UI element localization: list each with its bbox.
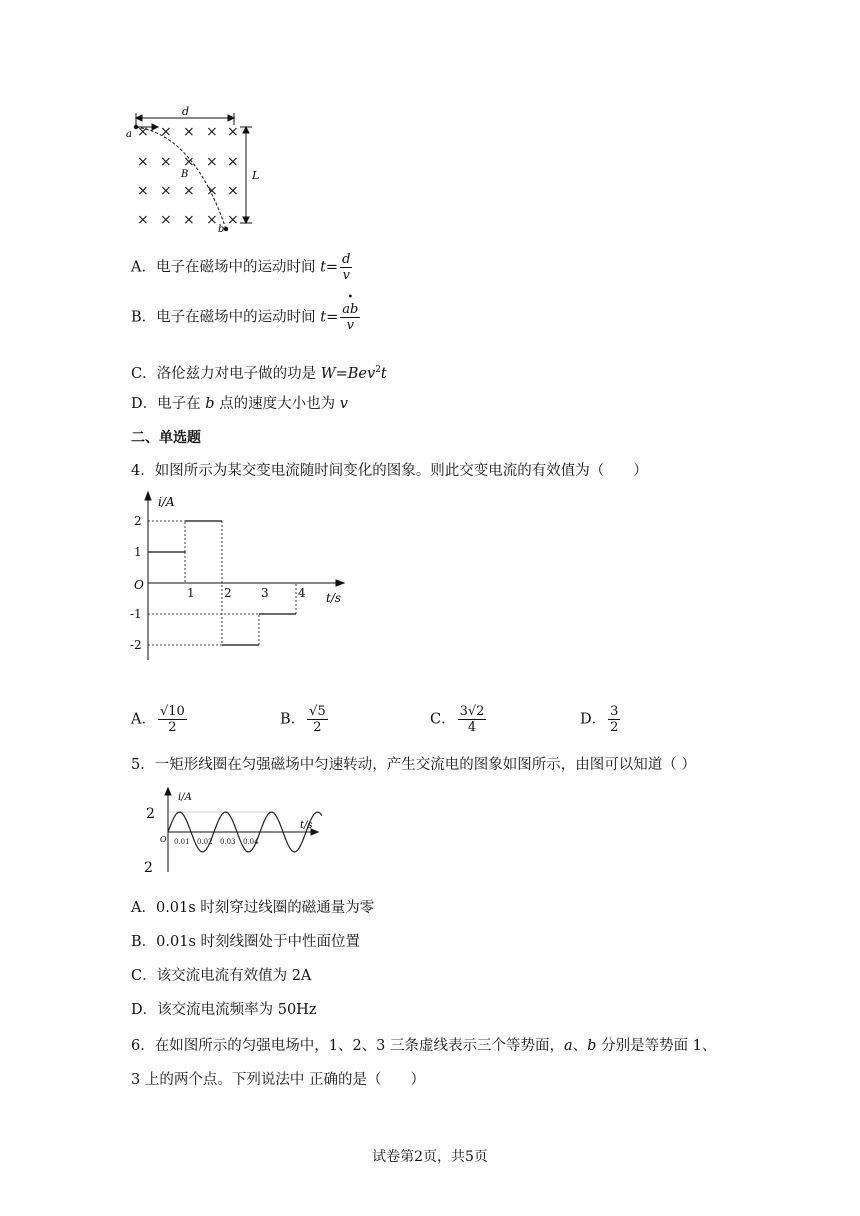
q5-option-d[interactable]: D．该交流电流频率为 50Hz (131, 1002, 317, 1018)
q3-option-b[interactable]: B．电子在磁场中的运动时间 t= • ab v (131, 292, 359, 333)
q6-stem-line2: 3 上的两个点。下列说法中 正确的是（ ） (131, 1072, 425, 1088)
field-cross: × (206, 183, 218, 199)
field-cross: × (137, 124, 149, 140)
field-cross: × (183, 154, 195, 170)
q4-option[interactable] (580, 704, 622, 735)
q4-ylabel: i/A (158, 495, 175, 509)
field-cross: × (183, 212, 195, 228)
field-cross: × (137, 154, 149, 170)
q3-option-d[interactable]: D．电子在 b 点的速度大小也为 v (131, 396, 348, 412)
option-label: A． (131, 711, 156, 728)
q4-option[interactable] (131, 704, 189, 735)
fraction (608, 704, 620, 735)
field-cross: × (227, 212, 239, 228)
fraction-denominator: 2 (610, 720, 619, 735)
field-cross: × (160, 212, 172, 228)
fraction-numerator: 3 (610, 704, 619, 719)
option-label: C． (430, 711, 456, 728)
fraction (458, 704, 487, 735)
x-tick-label: 0.04 (243, 838, 259, 846)
q5-ytop: 2 (146, 806, 155, 822)
option-label: B． (280, 711, 306, 728)
field-cross: × (137, 183, 149, 199)
field-cross: × (160, 183, 172, 199)
magnetic-field-figure (124, 105, 264, 235)
label-b: b (218, 224, 225, 235)
y-tick-label: -1 (130, 607, 142, 621)
field-cross: × (160, 124, 172, 140)
fraction: • ab v (342, 292, 359, 333)
q6-stem-line1: 6．在如图所示的匀强电场中，1、2、3 三条虚线表示三个等势面，a、b 分别是等势面 1、 (131, 1038, 717, 1054)
x-tick-label: 0.01 (174, 838, 190, 846)
fraction-denominator: 4 (467, 720, 477, 735)
q3-option-a[interactable]: A．电子在磁场中的运动时间 t= $\frac{d}{v}$ (131, 252, 351, 283)
field-cross: × (137, 212, 149, 228)
field-cross: × (183, 183, 195, 199)
field-cross: × (227, 124, 239, 140)
q4-option[interactable] (280, 704, 330, 735)
field-cross: × (206, 154, 218, 170)
option-label: D． (580, 711, 607, 728)
y-tick-label: 1 (134, 545, 142, 559)
fraction-numerator: √10 (159, 704, 185, 719)
section-heading: 二、单选题 (131, 430, 201, 446)
q5-xlabel: t/s (300, 820, 313, 831)
q5-option-c[interactable]: C．该交流电流有效值为 2A (131, 968, 312, 984)
x-tick-label: 4 (298, 586, 306, 600)
x-tick-label: 2 (224, 586, 232, 600)
q4-option[interactable] (430, 704, 488, 735)
field-cross: × (206, 212, 218, 228)
q4-xlabel: t/s (326, 591, 342, 605)
label-d: d (182, 105, 190, 118)
q3-option-c[interactable]: C．洛伦兹力对电子做的功是 W=Bev$^2$t (131, 365, 387, 382)
x-tick-label: 1 (187, 586, 195, 600)
y-tick-label: 2 (134, 514, 142, 528)
fraction-denominator: 2 (168, 720, 177, 735)
fraction (158, 704, 187, 735)
q4-stem: 4．如图所示为某交变电流随时间变化的图象。则此交变电流的有效值为（ ） (131, 463, 648, 479)
label-L: L (252, 169, 260, 182)
q4-current-chart (120, 488, 360, 668)
q5-option-a[interactable]: A．0.01s 时刻穿过线圈的磁通量为零 (131, 900, 375, 916)
q5-sine-chart (140, 786, 330, 878)
fraction: $\frac{d}{v}$ (342, 252, 351, 283)
fraction-denominator: 2 (313, 720, 322, 735)
fraction-numerator: √5 (309, 704, 326, 719)
field-cross: × (160, 154, 172, 170)
q5-stem: 5．一矩形线圈在匀强磁场中匀速转动，产生交流电的图象如图所示，由图可以知道（ ） (131, 757, 696, 773)
field-cross: × (227, 183, 239, 199)
x-tick-label: 0.02 (197, 838, 213, 846)
fraction-numerator: 3√2 (459, 704, 485, 719)
q5-origin: O (160, 835, 167, 844)
y-tick-label: -2 (130, 638, 142, 652)
x-tick-label: 3 (261, 586, 269, 600)
field-cross: × (227, 154, 239, 170)
fraction (307, 704, 328, 735)
arc-mark: • (347, 292, 354, 303)
q5-ylabel: i/A (178, 792, 192, 803)
q4-origin: O (134, 578, 144, 592)
label-B: B (181, 169, 189, 180)
q5-option-b[interactable]: B．0.01s 时刻线圈处于中性面位置 (131, 934, 360, 950)
q5-ybottom: 2 (144, 860, 153, 876)
field-cross: × (206, 124, 218, 140)
x-tick-label: 0.03 (220, 838, 236, 846)
label-a: a (126, 129, 132, 140)
page-footer: 试卷第2页，共5页 (372, 1149, 488, 1165)
field-cross: × (183, 124, 195, 140)
